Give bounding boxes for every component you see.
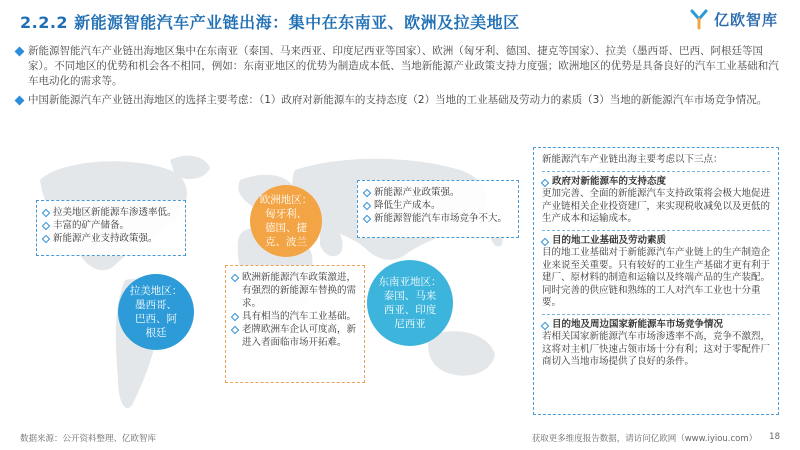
bullet-item bbox=[16, 93, 784, 108]
diamond-bullet-icon bbox=[42, 235, 50, 243]
sea-region-circle: 东南亚地区： 泰国、马来 西亚、印度 尼西亚 bbox=[367, 260, 453, 346]
europe-info-box bbox=[225, 265, 365, 383]
section-title: 目的地工业基础及劳动素质 bbox=[542, 235, 770, 248]
considerations-panel bbox=[533, 147, 779, 415]
page-title: 2.2.2 新能源智能汽车产业链出海：集中在东南亚、欧洲及拉美地区 bbox=[20, 13, 520, 32]
diamond-bullet-icon bbox=[42, 222, 50, 230]
latam-region-circle: 拉美地区： 墨西哥、 巴西、阿 根廷 bbox=[118, 274, 194, 350]
diamond-bullet-icon bbox=[231, 274, 239, 282]
latam-info-box bbox=[36, 200, 186, 256]
diamond-bullet-icon bbox=[541, 237, 549, 245]
list-item: 丰富的矿产储备。 bbox=[43, 219, 179, 232]
list-item: 具有相当的汽车工业基础。 bbox=[232, 310, 358, 323]
page-number: 18 bbox=[769, 432, 780, 442]
divider bbox=[542, 230, 770, 231]
section-body: 若相关国家新能源汽车市场渗透率不高，竞争不激烈，这将对主机厂快速占领市场十分有利；这对于零配件厂商切入当地市场提供了良好的条件。 bbox=[542, 331, 771, 367]
bullet-item bbox=[16, 44, 784, 89]
section-body: 目的地工业基础对于新能源汽车产业链上的生产制造企业来说至关重要。只有较好的工业生产基础才更有利于建厂、原材料的制造和运输以及终端产品的生产装配。同时完善的供应链和熟练的工人对汽车工业也十分重要。 bbox=[542, 247, 771, 308]
website-link[interactable]: 获取更多维度报告数据，请访问亿欧网（www.iyiou.com） bbox=[531, 434, 758, 444]
intro-bullets bbox=[16, 44, 784, 112]
list-item: 新能源智能汽车市场竞争不大。 bbox=[364, 212, 512, 225]
diamond-bullet-icon bbox=[541, 178, 549, 186]
diamond-bullet-icon bbox=[363, 202, 371, 210]
diamond-bullet-icon bbox=[231, 313, 239, 321]
panel-heading: 新能源汽车产业链出海主要考虑以下三点： bbox=[542, 154, 723, 165]
diamond-bullet-icon bbox=[541, 321, 549, 329]
diamond-bullet-icon bbox=[42, 209, 50, 217]
diamond-bullet-icon bbox=[363, 189, 371, 197]
diamond-bullet-icon bbox=[363, 215, 371, 223]
list-item: 老牌欧洲车企认可度高，新进入者面临市场开拓难。 bbox=[232, 323, 358, 349]
sea-info-box bbox=[357, 180, 519, 238]
divider bbox=[542, 171, 770, 172]
footer-right bbox=[532, 432, 780, 444]
bullet-text: 新能源智能汽车产业链出海地区集中在东南亚（泰国、马来西亚、印度尼西亚等国家）、欧洲（匈牙利、德国、捷克等国家）、拉美（墨西哥、巴西、阿根廷等国家）。不同地区的优势和机会各不相同，例如：东南亚地区的优势为制造成本低、当地新能源产业政策支持力度强；欧洲地区的优势是具备良好的汽车工业基础和汽车电动化的需求等。 bbox=[28, 45, 779, 87]
bullet-text: 中国新能源汽车产业链出海地区的选择主要考虑：（1）政府对新能源车的支持态度（2）当地的工业基础及劳动力的素质（3）当地的新能源汽车市场竞争情况。 bbox=[28, 94, 768, 106]
europe-region-circle: 欧洲地区： 匈牙利、 德国、捷 克、波兰 bbox=[250, 185, 322, 257]
logo bbox=[688, 8, 778, 30]
diamond-bullet-icon bbox=[15, 96, 25, 106]
diamond-bullet-icon bbox=[15, 47, 25, 57]
list-item: 拉美地区新能源车渗透率低。 bbox=[43, 206, 179, 219]
divider bbox=[542, 314, 770, 315]
section-title: 目的地及周边国家新能源车市场竞争情况 bbox=[542, 319, 770, 332]
diamond-bullet-icon bbox=[231, 326, 239, 334]
logo-icon bbox=[688, 8, 710, 30]
list-item: 降低生产成本。 bbox=[364, 199, 512, 212]
list-item: 新能源产业政策强。 bbox=[364, 186, 512, 199]
section-title: 政府对新能源车的支持态度 bbox=[542, 176, 770, 189]
logo-text: 亿欧智库 bbox=[713, 10, 778, 29]
section-body: 更加完善、全面的新能源汽车支持政策将会极大地促进产业链相关企业投资建厂，来实现税收减免以及更低的生产成本和运输成本。 bbox=[542, 188, 771, 224]
list-item: 新能源产业支持政策强。 bbox=[43, 232, 179, 245]
list-item: 欧洲新能源汽车政策激进，有强烈的新能源车替换的需求。 bbox=[232, 271, 358, 310]
data-source: 数据来源：公开资料整理、亿欧智库 bbox=[20, 434, 157, 444]
